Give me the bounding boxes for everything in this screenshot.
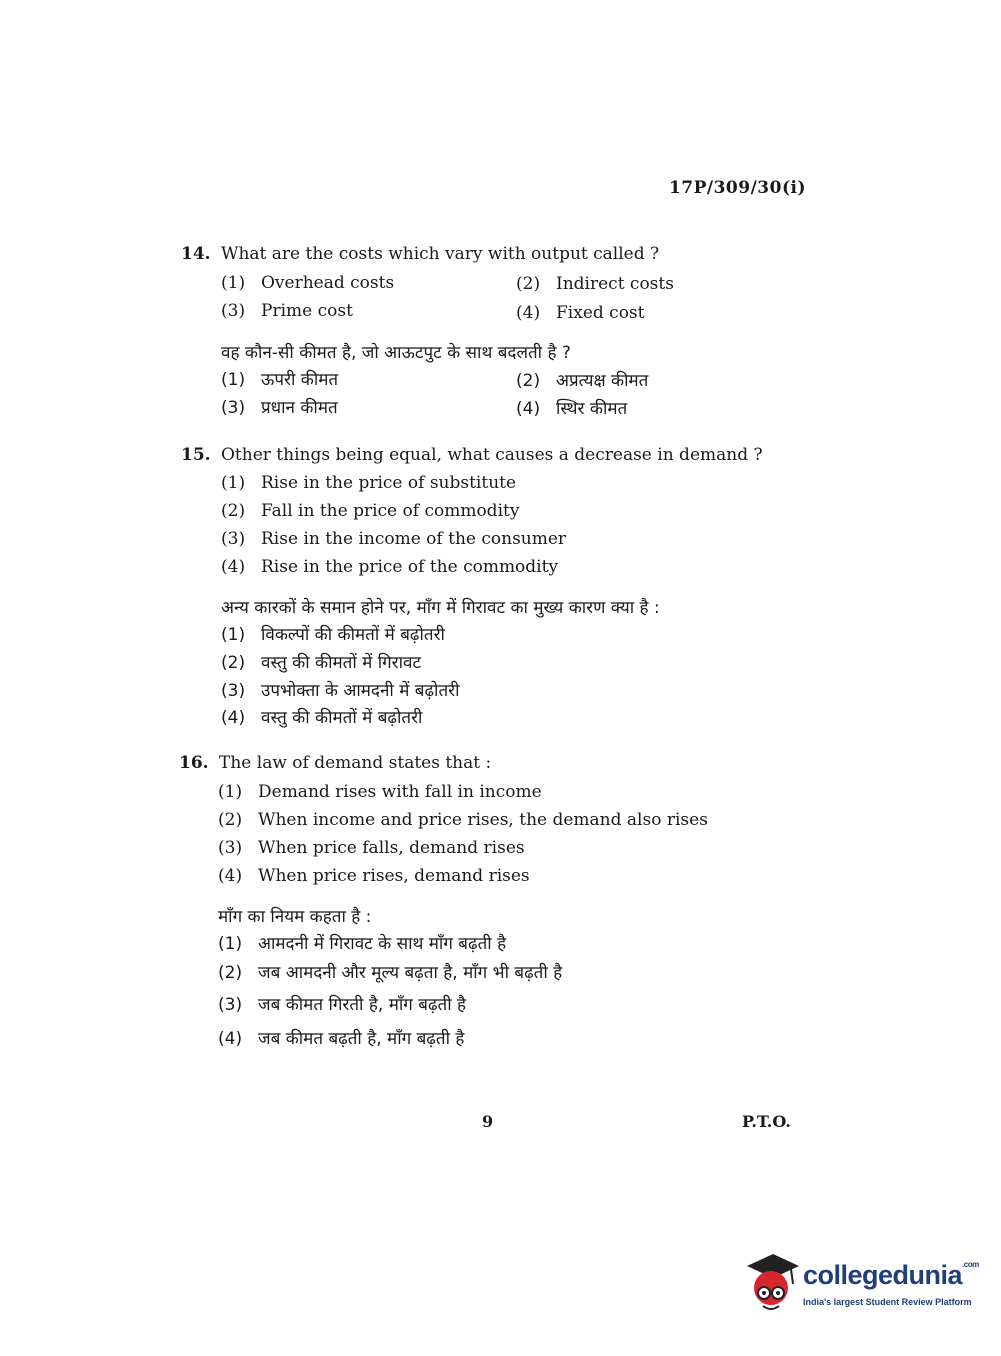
option-hindi: (3) प्रधान कीमत bbox=[221, 398, 338, 418]
question-number: 16. bbox=[179, 753, 209, 773]
brand-name: collegedunia$^{.com}$ bbox=[803, 1260, 979, 1290]
option: (3) When price falls, demand rises bbox=[218, 838, 525, 858]
question-14 bbox=[181, 244, 659, 264]
option: (1) Demand rises with fall in income bbox=[218, 782, 542, 802]
option-hindi: (2) वस्तु की कीमतों में गिरावट bbox=[221, 653, 422, 673]
option-hindi: (4) वस्तु की कीमतों में बढ़ोतरी bbox=[221, 708, 423, 728]
question-15 bbox=[181, 445, 763, 465]
question-number: 14. bbox=[181, 244, 211, 264]
page-number: 9 bbox=[482, 1112, 494, 1131]
brand-tagline: India's largest Student Review Platform bbox=[803, 1297, 972, 1307]
option: (1) Overhead costs bbox=[221, 273, 395, 293]
option: (1) Rise in the price of substitute bbox=[221, 473, 517, 493]
option: (2) Fall in the price of commodity bbox=[221, 501, 520, 521]
option-hindi: (2) जब आमदनी और मूल्य बढ़ता है, माँग भी बढ़ती है bbox=[218, 963, 563, 983]
option: (3) Rise in the income of the consumer bbox=[221, 529, 567, 549]
option: (4) Rise in the price of the commodity bbox=[221, 557, 559, 577]
option: (4) When price rises, demand rises bbox=[218, 866, 530, 886]
question-text-hindi: अन्य कारकों के समान होने पर, माँग में गिरावट का मुख्य कारण क्या है : bbox=[221, 598, 660, 618]
question-text-hindi: वह कौन-सी कीमत है, जो आऊटपुट के साथ बदलती है ? bbox=[221, 343, 571, 363]
option: (3) Prime cost bbox=[221, 301, 353, 321]
option-hindi: (1) आमदनी में गिरावट के साथ माँग बढ़ती है bbox=[218, 934, 507, 954]
brand-suffix: .com bbox=[962, 1260, 979, 1269]
option-hindi: (4) जब कीमत बढ़ती है, माँग बढ़ती है bbox=[218, 1029, 465, 1049]
collegedunia-logo bbox=[743, 1248, 979, 1318]
option: (4) Fixed cost bbox=[516, 303, 645, 323]
question-number: 15. bbox=[181, 445, 211, 465]
question-text: What are the costs which vary with output called ? bbox=[221, 244, 660, 264]
option-hindi: (3) जब कीमत गिरती है, माँग बढ़ती है bbox=[218, 995, 467, 1015]
option-hindi: (1) ऊपरी कीमत bbox=[221, 370, 339, 390]
question-text: The law of demand states that : bbox=[219, 753, 492, 773]
option-hindi: (2) अप्रत्यक्ष कीमत bbox=[516, 371, 649, 391]
question-text-hindi: माँग का नियम कहता है : bbox=[218, 907, 372, 927]
option-hindi: (1) विकल्पों की कीमतों में बढ़ोतरी bbox=[221, 625, 445, 645]
option: (2) When income and price rises, the demand also rises bbox=[218, 810, 708, 830]
option-hindi: (3) उपभोक्ता के आमदनी में बढ़ोतरी bbox=[221, 681, 460, 701]
pto-label: P.T.O. bbox=[742, 1112, 791, 1131]
question-text: Other things being equal, what causes a decrease in demand ? bbox=[221, 445, 763, 465]
paper-code: 17P/309/30(i) bbox=[668, 178, 806, 198]
option-hindi: (4) स्थिर कीमत bbox=[516, 399, 628, 419]
mascot-icon bbox=[743, 1248, 803, 1318]
question-16 bbox=[179, 753, 491, 773]
option: (2) Indirect costs bbox=[516, 274, 674, 294]
